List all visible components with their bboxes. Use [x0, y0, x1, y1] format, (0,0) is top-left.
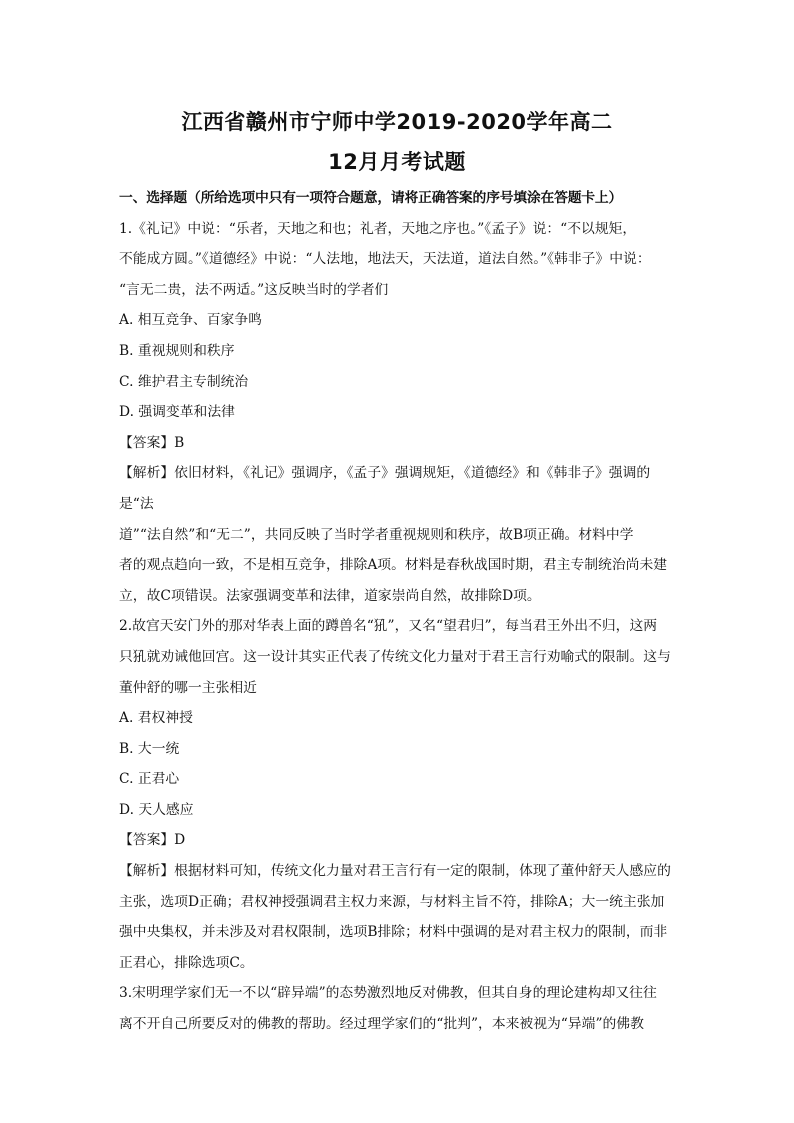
analysis-line: 【解析】根据材料可知，传统文化力量对君王言行有一定的限制，体现了董仲舒天人感应的 [119, 863, 671, 880]
analysis-line: 者的观点趋向一致，不是相互竞争，排除A项。材料是春秋战国时期，君主专制统治尚未建 [119, 557, 668, 574]
option-c: C. 正君心 [119, 771, 180, 788]
document-title: 江西省赣州市宁师中学2019-2020学年高二 [181, 110, 613, 134]
question-stem-line: 1.《礼记》中说：“乐者，天地之和也；礼者，天地之序也。”《孟子》说：“不以规矩， [119, 220, 637, 237]
question-1 [119, 214, 679, 612]
analysis-line: 正君心，排除选项C。 [119, 954, 254, 971]
question-stem-line: 离不开自己所要反对的佛教的帮助。经过理学家们的“批判”，本来被视为“异端”的佛教 [119, 1016, 644, 1033]
analysis-line: 主张，选项D正确；君权神授强调君主权力来源，与材料主旨不符，排除A；大一统主张加 [119, 893, 665, 910]
option-b: B. 重视规则和秩序 [119, 342, 235, 359]
document-subtitle: 12月月考试题 [328, 150, 466, 174]
question-stem-line: 董仲舒的哪一主张相近 [119, 679, 257, 696]
question-stem-line: 只犼就劝诫他回宫。这一设计其实正代表了传统文化力量对于君王言行劝喻式的限制。这与 [119, 648, 671, 665]
answer-label: 【答案】B [119, 434, 185, 451]
analysis-line: 强中央集权，并未涉及对君权限制，选项B排除；材料中强调的是对君主权力的限制，而非 [119, 924, 668, 941]
option-b: B. 大一统 [119, 740, 180, 757]
question-stem-line: “言无二贵，法不两适。”这反映当时的学者们 [119, 281, 389, 298]
analysis-line: 道”“法自然”和“无二”，共同反映了当时学者重视规则和秩序，故B项正确。材料中学 [119, 526, 634, 543]
option-d: D. 天人感应 [119, 801, 194, 818]
option-d: D. 强调变革和法律 [119, 404, 235, 421]
question-stem-line: 不能成方圆。”《道德经》中说：“人法地，地法天，天法道，道法自然。”《韩非子》中说： [119, 251, 651, 268]
question-3 [119, 978, 679, 1039]
option-a: A. 君权神授 [119, 710, 193, 727]
question-stem-line: 3.宋明理学家们无一不以“辟异端”的态势激烈地反对佛教，但其自身的理论建构却又往往 [119, 985, 657, 1002]
document-body [119, 183, 679, 1040]
analysis-line: 立，故C项错误。法家强调变革和法律，道家崇尚自然，故排除D项。 [119, 587, 541, 604]
question-stem-line: 2.故宫天安门外的那对华表上面的蹲兽名“犼”，又名“望君归”，每当君王外出不归，这两 [119, 618, 658, 635]
option-a: A. 相互竞争、百家争鸣 [119, 312, 262, 329]
option-c: C. 维护君主专制统治 [119, 373, 249, 390]
analysis-line: 【解析】依旧材料，《礼记》强调序，《孟子》强调规矩，《道德经》和《韩非子》强调的是“法 [119, 465, 651, 512]
question-2 [119, 611, 679, 978]
answer-label: 【答案】D [119, 832, 186, 849]
section-heading: 一、选择题（所给选项中只有一项符合题意，请将正确答案的序号填涂在答题卡上） [119, 190, 623, 206]
